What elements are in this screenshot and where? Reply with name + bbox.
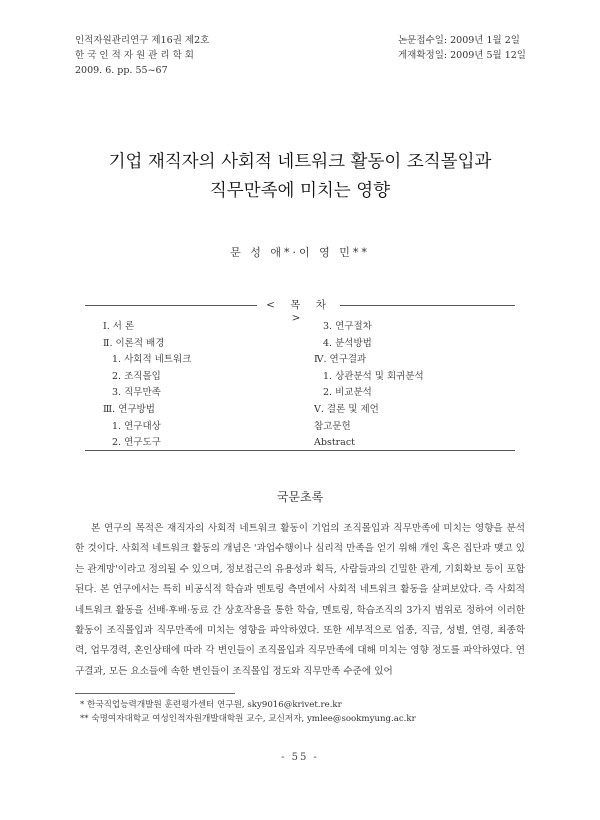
- footnote-author-2: ** 숙명여자대학교 여성인적자원개발대학원 교수, 교신저자, ymlee@sookmyung.ac.kr: [80, 713, 416, 724]
- footnote-rule: [75, 693, 235, 694]
- society-name: 한 국 인 적 자 원 관 리 학 회: [75, 50, 194, 61]
- submission-dates: [398, 33, 526, 63]
- toc-item: 1. 사회적 네트워크: [112, 354, 192, 366]
- toc-item: 3. 직무만족: [112, 387, 161, 399]
- toc-item: Ⅲ. 연구방법: [103, 403, 155, 415]
- toc-item: 2. 비교분석: [323, 387, 372, 399]
- toc-item: Abstract: [314, 437, 355, 449]
- toc-item: 3. 연구절차: [323, 321, 372, 332]
- toc-item: 2. 연구도구: [112, 437, 161, 449]
- toc-rule-left: [85, 305, 257, 306]
- journal-name: 인적자원관리연구 제16권 제2호: [75, 35, 210, 46]
- title-line-1: 기업 재직자의 사회적 네트워크 활동이 조직몰입과: [108, 152, 492, 172]
- toc-item: Ⅳ. 연구결과: [314, 354, 367, 366]
- footnote-author-1: * 한국직업능력개발원 훈련평가센터 연구원, sky9016@krivet.re.kr: [80, 700, 342, 710]
- received-date: 논문접수일: 2009년 1월 2일: [398, 35, 520, 46]
- toc-item: 참고문헌: [314, 420, 351, 432]
- paper-title: [0, 148, 600, 206]
- toc-item: 2. 조직몰입: [112, 370, 161, 382]
- authors: 문 성 애*·이 영 민**: [230, 246, 370, 259]
- toc-item: 4. 분석방법: [323, 337, 372, 349]
- toc-column-left: [103, 319, 191, 452]
- toc-heading: < 목 차 >: [266, 299, 332, 324]
- abstract-title: 국문초록: [276, 490, 324, 504]
- abstract-paragraph: 본 연구의 목적은 재직자의 사회적 네트워크 활동이 기업의 조직몰입과 직무만족에 미치는 영향을 분석한 것이다. 사회적 네트워크 활동의 개념은 '과업수행이나 심리적 만족을 얻기 위해 개인 혹은 집단과 맺고 있는 관계망'이라고 정의될 수 있으며, 정보접근의 유용성과 획득, 사람들과의 긴밀한 관계, 기회확보 등이 포함된다. 본 연구에서는 특히 비공식적 학습과 멘토링 측면에서 사회적 네트워크 활동을 살펴보았다. 즉 사회적 네트워크 활동을 선배·후배·동료 간 상호작용을 통한 학습, 멘토링, 학습조직의 3가지 범위로 정하여 이러한 활동이 조직몰입과 직무만족에 미치는 영향을 파악하였다. 또한 세부적으로 업종, 직급, 성별, 연령, 최종학력, 업무경력, 혼인상태에 따라 각 변인들이 조직몰입과 직무만족에 대해 미치는 영향 정도를 파악하였다. 연구결과, 모든 요소들에 속한 변인들이 조직몰입 정도와 직무만족 수준에 있어: [75, 523, 525, 677]
- toc-item: 1. 상관분석 및 회귀분석: [323, 370, 424, 382]
- page-number: - 55 -: [281, 752, 319, 763]
- title-line-2: 직무만족에 미치는 영향: [209, 181, 391, 201]
- journal-info: [75, 33, 209, 78]
- issue-pages: 2009. 6. pp. 55~67: [75, 65, 168, 76]
- toc-item: Ⅴ. 결론 및 제언: [314, 403, 379, 415]
- toc-rule-bottom: [85, 450, 515, 451]
- toc-item: Ⅱ. 이론적 배경: [103, 337, 165, 349]
- toc-column-right: [314, 319, 424, 452]
- abstract-body: [75, 519, 525, 682]
- footnotes: [80, 699, 416, 726]
- toc-item: Ⅰ. 서 론: [103, 321, 135, 332]
- toc-rule-right: [340, 305, 515, 306]
- toc-item: 1. 연구대상: [112, 420, 161, 432]
- accepted-date: 게재확정일: 2009년 5월 12일: [398, 50, 526, 61]
